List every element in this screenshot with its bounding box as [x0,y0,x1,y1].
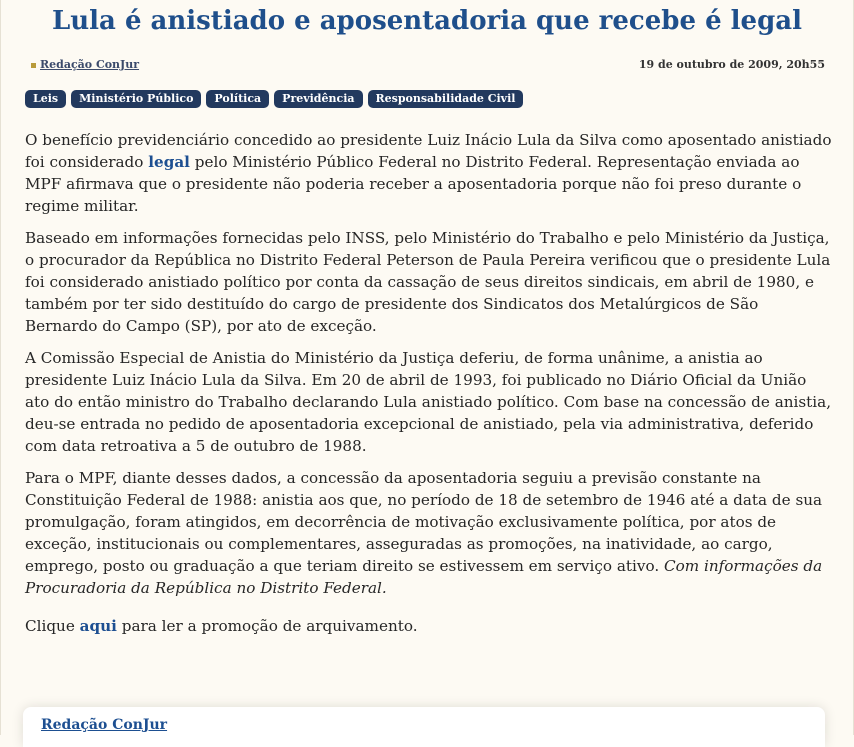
click-here-line: Clique aqui para ler a promoção de arquivamento. [25,617,418,635]
tag-leis[interactable]: Leis [25,90,66,108]
tag-list [25,90,523,108]
publish-date: 19 de outubro de 2009, 20h55 [638,58,825,71]
author-card-link[interactable]: Redação ConJur [41,717,168,733]
source-note: Com informações da Procuradoria da República no Distrito Federal. [25,557,823,597]
paragraph-1: O benefício previdenciário concedido ao presidente Luiz Inácio Lula da Silva como aposentado anistiado foi considerado legal pelo Ministério Público Federal no Distrito Federal. Representação enviada ao MPF afirmava que o presidente não poderia receber a aposentadoria porque não foi preso durante o regime militar. [25,131,832,215]
article-meta [31,58,825,74]
tag-ministerio-publico[interactable]: Ministério Público [71,90,201,108]
paragraph-3: A Comissão Especial de Anistia do Ministério da Justiça deferiu, de forma unânime, a anistia ao presidente Luiz Inácio Lula da Silva. Em 20 de abril de 1993, foi publicado no Diário Oficial da União ato do então ministro do Trabalho declarando Lula anistiado político. Com base na concessão de anistia, deu-se entrada no pedido de aposentadoria excepcional de anistiado, pela via administrativa, deferido com data retroativa a 5 de outubro de 1988. [25,349,832,455]
aqui-link[interactable]: aqui [79,617,117,635]
article-title: Lula é anistiado e aposentadoria que recebe é legal [51,6,802,36]
legal-link[interactable]: legal [148,153,190,171]
tag-responsabilidade-civil[interactable]: Responsabilidade Civil [368,90,524,108]
author-link[interactable]: Redação ConJur [40,58,140,71]
paragraph-2: Baseado em informações fornecidas pelo INSS, pelo Ministério do Trabalho e pelo Ministério da Justiça, o procurador da República no Distrito Federal Peterson de Paula Pereira verificou que o presidente Lula foi considerado anistiado político por conta da cassação de seus direitos sindicais, em abril de 1980, e também por ter sido destituído do cargo de presidente dos Sindicatos dos Metalúrgicos de São Bernardo do Campo (SP), por ato de exceção. [25,229,831,335]
article-body [25,129,833,647]
tag-previdencia[interactable]: Previdência [274,90,362,108]
paragraph-4: Para o MPF, diante desses dados, a concessão da aposentadoria seguiu a previsão constante na Constituição Federal de 1988: anistia aos que, no período de 18 de setembro de 1946 até a data de sua promulgação, foram atingidos, em decorrência de motivação exclusivamente política, por atos de exceção, institucionais ou complementares, asseguradas as promoções, na inatividade, ao cargo, emprego, posto ou graduação a que teriam direito se estivessem em serviço ativo. Com informações da Procuradoria da República no Distrito Federal. [25,469,823,597]
author-card [23,707,825,747]
bullet-square-icon [31,63,36,68]
author-byline [31,58,139,71]
tag-politica[interactable]: Política [206,90,269,108]
